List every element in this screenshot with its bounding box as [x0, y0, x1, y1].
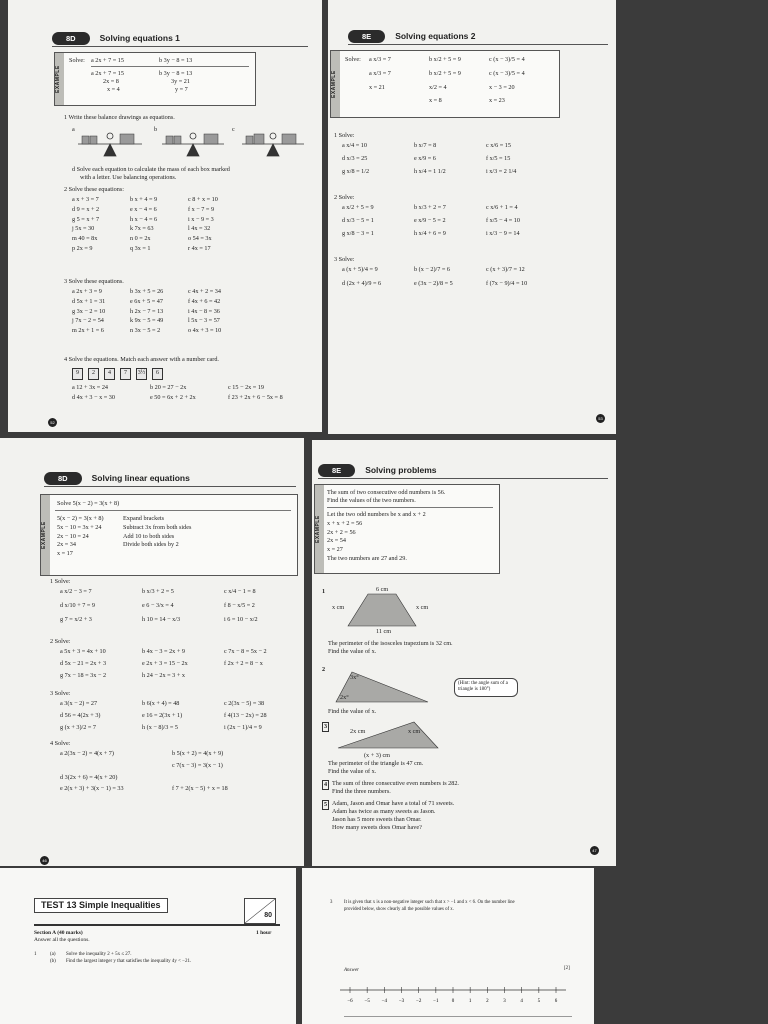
example-b-question: b 3y − 8 = 13 — [159, 57, 193, 64]
question-3-item: l 5x − 3 = 57 — [188, 317, 220, 325]
section-header — [348, 30, 475, 43]
section-title: Solving equations 1 — [99, 33, 180, 44]
example-a-step2: 2x = 8 — [103, 78, 119, 85]
number-card: 3½ — [136, 368, 147, 380]
question-2-item: e x − 4 = 6 — [130, 205, 157, 213]
score-box — [244, 898, 276, 924]
example-b-step2: 3y = 21 — [171, 78, 190, 85]
question-4-item: d 4x + 3 − x = 30 — [72, 393, 115, 401]
question-3-item: d (2x + 4)/9 = 6 — [342, 279, 382, 287]
question-1-item: a x/2 − 3 = 7 — [60, 588, 92, 595]
example-steps — [57, 515, 117, 558]
example-solve: Solve: — [345, 56, 361, 63]
example-box — [54, 52, 256, 106]
number-card: 9 — [72, 368, 83, 380]
page-8d-solving-equations-1 — [8, 0, 322, 432]
header-rule — [318, 478, 608, 479]
question-3-items — [342, 266, 558, 288]
question-2-item: p 2x = 9 — [72, 244, 93, 252]
question-3-item: g 3x − 2 = 10 — [72, 307, 106, 315]
header-rule — [44, 486, 296, 487]
question-2-item: h x/4 + 6 = 9 — [414, 229, 446, 237]
question-1-item: h 10 = 14 − x/3 — [142, 615, 181, 623]
question-2-item: b x + 4 = 9 — [130, 196, 158, 203]
question-2-item: a 5x + 3 = 4x + 10 — [60, 648, 106, 655]
question-3: 3 Solve: — [334, 256, 355, 263]
question-2-item: h x − 4 = 6 — [130, 215, 158, 223]
question-1-item: f 8 − x/5 = 2 — [224, 601, 255, 609]
question-2-item: r 4x = 17 — [188, 244, 211, 252]
question-3-item: g (x + 3)/2 = 7 — [60, 723, 97, 731]
example-question-line1: The sum of two consecutive odd numbers is 56. — [327, 489, 446, 496]
number-card: 7 — [120, 368, 131, 380]
instructions: Answer all the questions. — [34, 937, 90, 943]
question-2-item: a x/2 + 5 = 9 — [342, 204, 374, 211]
question-2-item: d 9 = x + 2 — [72, 205, 100, 213]
question-2-number: 2 — [322, 666, 326, 673]
example-b-step3: y = 7 — [175, 86, 188, 93]
section-header — [318, 464, 437, 477]
section-tag: 8D — [52, 32, 90, 45]
question-1-item: b x/3 + 2 = 5 — [142, 588, 174, 595]
question-1-item: e 6 − 3/x = 4 — [142, 601, 174, 609]
example-line-item: 2x = 54 — [327, 537, 346, 545]
question-1-number: 1 — [322, 588, 326, 595]
question-4-item — [172, 774, 292, 782]
balance-label-a: a — [72, 126, 75, 133]
marks: [2] — [564, 966, 570, 971]
example-line-item: 2x + 2 = 56 — [327, 528, 356, 536]
question-5-text2: Adam has twice as many sweets as Jason. — [332, 808, 436, 815]
example-step — [369, 97, 429, 105]
question-4-item: e 2(x + 3) + 3(x − 1) = 33 — [60, 785, 124, 793]
question-4: 4 Solve: — [50, 740, 71, 747]
page-number-line-question — [302, 868, 594, 1024]
question-2-items — [72, 196, 246, 253]
example-label: EXAMPLE — [331, 51, 340, 117]
question-3-item: j 7x − 2 = 54 — [72, 317, 104, 325]
question-2-item: h 24 − 2x = 3 + x — [142, 671, 185, 679]
question-1-item: i x/3 = 2 1/4 — [486, 167, 517, 175]
question-2-item: f 2x + 2 = 8 − x — [224, 659, 263, 667]
triangle2-left-label: 2x cm — [350, 728, 366, 735]
header-rule — [52, 46, 308, 47]
number-line-tick-label: 5 — [537, 999, 541, 1004]
question-3-item: d 5x + 1 = 31 — [72, 297, 106, 305]
question-2-item: e x/9 − 5 = 2 — [414, 216, 446, 224]
question-1-item: i 6 = 10 − x/2 — [224, 615, 258, 623]
number-card: 6 — [152, 368, 163, 380]
question-3-text1: The perimeter of the triangle is 47 cm. — [328, 760, 424, 767]
question-2-item: c 7x − 8 = 5x − 2 — [224, 648, 267, 655]
page-number: 52 — [48, 418, 57, 427]
balance-label-c: c — [232, 126, 235, 133]
question-2-item: e 2x + 3 = 15 − 2x — [142, 659, 188, 667]
question-3-item: h 2x − 7 = 13 — [130, 307, 164, 315]
question-2-item: f x/5 − 4 = 10 — [486, 216, 520, 224]
example-label: EXAMPLE — [315, 485, 324, 573]
question-3-item: c 2(3x − 5) = 38 — [224, 700, 265, 707]
question-3-items — [72, 288, 246, 335]
question-2-item: c 8 + x = 10 — [188, 196, 218, 203]
question-2-item: b 4x − 3 = 2x + 9 — [142, 648, 185, 655]
question-2-item — [224, 672, 304, 680]
time-allowed: 1 hour — [256, 930, 272, 936]
footer-rule — [344, 1016, 572, 1017]
question-3-item: e 6x + 5 = 47 — [130, 297, 163, 305]
question-3-text2: Find the value of x. — [328, 768, 377, 775]
trapezium-top-label: 6 cm — [376, 586, 389, 593]
question-4-item: e 50 = 6x + 2 + 2x — [150, 393, 196, 401]
example-line-item: The two numbers are 27 and 29. — [327, 554, 407, 562]
test-title: TEST 13 Simple Inequalities — [34, 898, 168, 913]
triangle-angle-left: 2x° — [340, 694, 349, 701]
page-8e-solving-equations-2 — [328, 0, 616, 434]
question-2-item: g x/8 − 3 = 1 — [342, 229, 374, 237]
number-card: 2 — [88, 368, 99, 380]
example-step: c (x − 3)/5 = 4 — [489, 56, 525, 63]
question-1a-label: (a) — [50, 952, 56, 957]
question-4-item: b 20 = 27 − 2x — [150, 384, 187, 391]
question-3-number: 3 — [324, 723, 328, 730]
section-tag: 8E — [318, 464, 355, 477]
example-question: Solve 5(x − 2) = 3(x + 8) — [57, 500, 120, 507]
question-3-item: m 2x + 1 = 6 — [72, 327, 104, 334]
example-step: c (x − 3)/5 = 4 — [489, 69, 525, 77]
page-number: 46 — [40, 856, 49, 865]
triangle2-right-label: x cm — [408, 728, 421, 735]
question-5-text3: Jason has 5 more sweets than Omar. — [332, 816, 422, 823]
example-step: b x/2 + 5 = 9 — [429, 56, 461, 63]
section-tag: 8D — [44, 472, 82, 485]
question-3-item: d 56 = 4(2x + 3) — [60, 711, 101, 719]
page-test-13 — [0, 868, 296, 1024]
example-box — [330, 50, 560, 118]
example-working — [327, 511, 487, 563]
example-question-line2: Find the values of the two numbers. — [327, 497, 416, 504]
number-line-tick-label: 1 — [468, 999, 472, 1004]
question-3-item: f 4(13 − 2x) = 28 — [224, 711, 267, 719]
question-2-item: l 4x = 32 — [188, 225, 211, 233]
example-note-item: Expand brackets — [123, 515, 165, 522]
question-3-item: f (7x − 9)/4 = 10 — [486, 279, 528, 287]
question-2-item: a x + 3 = 7 — [72, 196, 99, 203]
example-step: x/2 = 4 — [429, 83, 447, 91]
example-note-item: Subtract 3x from both sides — [123, 523, 192, 531]
question-1a: Solve the inequality 2 + 5x ≤ 27. — [66, 952, 132, 957]
question-3-item: e (3x − 2)/8 = 5 — [414, 279, 453, 287]
question-2: 2 Solve: — [50, 638, 71, 645]
question-1-item: c x/6 = 15 — [486, 142, 511, 149]
example-box — [314, 484, 500, 574]
question-4-item: c 7(x − 3) = 3(x − 1) — [172, 761, 223, 769]
example-rule — [327, 507, 493, 508]
example-step-item: 2x − 10 = 24 — [57, 532, 89, 540]
section-header — [52, 32, 180, 45]
question-3-item: n 3x − 5 = 2 — [130, 327, 161, 334]
question-4-items — [72, 384, 312, 402]
page-8d-solving-linear-equations — [0, 438, 304, 866]
balance-label-b: b — [154, 126, 158, 133]
question-3-item: e 16 = 2(3x + 1) — [142, 711, 183, 719]
number-line-tick-label: −6 — [347, 999, 353, 1004]
score-total: 80 — [264, 912, 272, 920]
question-1-item: d x/10 + 7 = 9 — [60, 601, 95, 609]
question-3-items — [60, 700, 304, 731]
question-2-item: o 54 = 3x — [188, 235, 212, 242]
question-1-item: f x/5 = 15 — [486, 154, 511, 162]
trapezium-left-label: x cm — [332, 604, 345, 611]
example-step: b x/2 + 5 = 9 — [429, 69, 461, 77]
header-rule — [348, 44, 608, 45]
number-line-tick-label: 0 — [451, 999, 455, 1004]
example-label: EXAMPLE — [41, 495, 50, 575]
page-number: 47 — [590, 846, 599, 855]
example-rule — [55, 510, 291, 511]
question-4-number: 4 — [324, 781, 328, 788]
example-box — [40, 494, 298, 576]
question-1-item: c x/4 − 1 = 8 — [224, 588, 256, 595]
number-line-tick-label: −3 — [398, 999, 405, 1004]
question-1-item: b x/7 = 8 — [414, 142, 437, 149]
question-3-item: b (x − 2)/7 = 6 — [414, 266, 451, 273]
triangle-diagram — [328, 668, 438, 708]
example-line-item: Let the two odd numbers be x and x + 2 — [327, 511, 426, 518]
section-header — [44, 472, 190, 485]
example-a-question: a 2x + 7 = 15 — [91, 57, 124, 64]
question-2-item: n 0 = 2x — [130, 235, 151, 242]
balance-drawings — [68, 128, 308, 168]
example-notes — [123, 515, 263, 549]
example-label: EXAMPLE — [55, 53, 64, 105]
question-4: 4 Solve the equations. Match each answer with a number card. — [64, 356, 219, 363]
section-title: Solving linear equations — [91, 473, 190, 484]
question-4-text2: Find the three numbers. — [332, 788, 391, 795]
page-number: 53 — [596, 414, 605, 423]
triangle-angle-top: 3x° — [350, 674, 359, 681]
question-5-text4: How many sweets does Omar have? — [332, 824, 422, 831]
section-title: Solving problems — [365, 465, 437, 476]
question-3: 3 Solve: — [50, 690, 71, 697]
question-2-item: i x/3 − 9 = 14 — [486, 229, 520, 237]
question-2-items — [342, 204, 558, 237]
question-4-item: b 5(x + 2) = 4(x + 9) — [172, 750, 224, 757]
question-4-item: d 3(2x + 6) = 4(x + 20) — [60, 773, 118, 781]
example-step: a x/3 = 7 — [369, 69, 391, 77]
question-2-item: f x − 7 = 9 — [188, 205, 215, 213]
number-line-tick-label: 2 — [486, 999, 489, 1004]
question-2-item: d x/3 − 5 = 1 — [342, 216, 374, 224]
example-step-item: 5x − 10 = 3x + 24 — [57, 523, 102, 531]
question-1-item: g 7 = x/2 + 3 — [60, 615, 92, 623]
number-line-tick-label: −2 — [416, 999, 422, 1004]
question-2-item: d 5x − 21 = 2x + 3 — [60, 659, 107, 667]
question-1-number: 1 — [34, 952, 37, 957]
question-4-item: a 2(3x − 2) = 4(x + 7) — [60, 750, 114, 757]
section-title: Solving equations 2 — [395, 31, 476, 42]
example-note-item: Divide both sides by 2 — [123, 541, 179, 549]
obtuse-triangle-diagram — [334, 718, 454, 754]
question-2-item: c x/6 + 1 = 4 — [486, 204, 518, 211]
number-line-tick-label: 6 — [554, 999, 558, 1004]
example-line-item: x = 27 — [327, 546, 343, 553]
question-5-text1: Adam, Jason and Omar have a total of 71 sweets. — [332, 800, 455, 807]
number-line-tick-label: 4 — [520, 999, 523, 1004]
question-2-text: Find the value of x. — [328, 708, 377, 715]
question-4-item: f 7 + 2(x − 5) + x = 18 — [172, 785, 228, 793]
example-solve: Solve: — [69, 57, 85, 64]
question-3-item: c 4x + 2 = 34 — [188, 288, 221, 295]
question-4-item: c 15 − 2x = 19 — [228, 384, 265, 391]
question-1: 1 Solve: — [50, 578, 71, 585]
hint-bubble: (Hint: the angle sum of a triangle is 180°) — [454, 678, 518, 697]
question-2-item: j 5x = 30 — [72, 225, 95, 233]
section-heading: Section A (40 marks) — [34, 930, 83, 936]
question-2-item: m 40 = 8x — [72, 235, 98, 242]
question-3-item: f 4x + 6 = 42 — [188, 297, 221, 305]
question-3-number: 3 — [330, 900, 333, 905]
question-1b: Find the largest integer y that satisfies the inequality 4y < −21. — [66, 959, 192, 964]
question-4-item: f 23 + 2x + 6 − 5x = 8 — [228, 393, 283, 401]
example-b-step1: b 3y − 8 = 13 — [159, 70, 193, 77]
question-2: 2 Solve: — [334, 194, 355, 201]
question-1-item: d x/3 = 25 — [342, 154, 368, 162]
question-3-item: i (2x − 1)/4 = 9 — [224, 723, 262, 731]
question-2-item: g 7x − 18 = 3x − 2 — [60, 671, 107, 679]
title-rule — [34, 924, 280, 926]
trapezium-bottom-label: 11 cm — [376, 628, 392, 635]
question-1: 1 Solve: — [334, 132, 355, 139]
section-tag: 8E — [348, 30, 385, 43]
question-5-number: 5 — [324, 801, 328, 808]
question-2: 2 Solve these equations: — [64, 186, 124, 193]
question-1-item: e x/9 = 6 — [414, 154, 436, 162]
question-1-item: a x/4 = 10 — [342, 142, 367, 149]
question-4-item: a 12 + 3x = 24 — [72, 384, 109, 391]
example-step: x − 3 = 20 — [489, 83, 515, 91]
question-2-item: i x − 9 = 3 — [188, 215, 214, 223]
question-1-text1: The perimeter of the isosceles trapezium is 32 cm. — [328, 640, 453, 647]
question-3-item: b 6(x + 4) = 48 — [142, 700, 180, 707]
question-3: 3 Solve these equations. — [64, 278, 124, 285]
question-1-items — [60, 588, 304, 623]
question-3-item: h (x − 8)/3 = 5 — [142, 723, 179, 731]
question-4-text1: The sum of three consecutive even numbers is 282. — [332, 780, 459, 787]
example-step: a x/3 = 7 — [369, 56, 391, 63]
example-step: x = 21 — [369, 83, 385, 91]
answer-label: Answer — [344, 968, 359, 973]
example-a-step1: a 2x + 7 = 15 — [91, 70, 124, 77]
question-2-item: q 3x = 1 — [130, 244, 151, 252]
example-a-step3: x = 4 — [107, 86, 120, 93]
number-line-tick-label: −5 — [364, 999, 370, 1004]
number-cards — [72, 368, 163, 380]
number-card: 4 — [104, 368, 115, 380]
trapezium-right-label: x cm — [416, 604, 429, 611]
example-line-item: x + x + 2 = 56 — [327, 519, 363, 527]
question-1-item: h x/4 = 1 1/2 — [414, 167, 446, 175]
question-1-text2: Find the value of x. — [328, 648, 377, 655]
triangle2-bottom-label: (x + 3) cm — [364, 752, 390, 759]
example-step: x = 8 — [429, 97, 442, 105]
example-step-item: x = 17 — [57, 550, 73, 557]
example-steps — [369, 56, 555, 105]
question-1-items — [342, 142, 558, 175]
question-3-item: k 9x − 5 = 49 — [130, 317, 164, 325]
question-3-text1: It is given that x is a non-negative integer such that x > −1 and x < 6. On the number line — [344, 900, 515, 905]
question-1-item: g x/8 = 1/2 — [342, 167, 370, 175]
question-3-item: o 4x + 3 = 10 — [188, 327, 222, 334]
example-step-item: 2x = 34 — [57, 541, 76, 549]
question-1d: d Solve each equation to calculate the mass of each box marked — [72, 166, 230, 173]
question-2-item: b x/3 + 2 = 7 — [414, 204, 446, 211]
number-line-tick-label: −1 — [433, 999, 439, 1004]
question-1d-line2: with a letter. Use balancing operations. — [80, 174, 177, 181]
question-4-items — [60, 750, 292, 797]
number-line-tick-label: 3 — [503, 999, 506, 1004]
example-note-item: Add 10 to both sides — [123, 532, 175, 540]
question-3-item: b 3x + 5 = 26 — [130, 288, 164, 295]
question-1: 1 Write these balance drawings as equations. — [64, 114, 175, 121]
question-1b-label: (b) — [50, 959, 56, 964]
question-3-item: i 4x − 8 = 36 — [188, 307, 220, 315]
question-3-item: c (x + 3)/7 = 12 — [486, 266, 525, 273]
question-3-text2: provided below, show clearly all the possible values of x. — [344, 907, 454, 912]
example-step-item: 5(x − 2) = 3(x + 8) — [57, 515, 104, 522]
question-2-items — [60, 648, 304, 679]
example-step: x = 23 — [489, 97, 505, 105]
number-line-tick-label: −4 — [381, 999, 387, 1004]
number-line — [338, 980, 568, 1010]
question-3-item: a 3(x − 2) = 27 — [60, 700, 98, 707]
question-2-item: g 5 = x + 7 — [72, 215, 100, 223]
question-3-item: a (x + 5)/4 = 9 — [342, 266, 378, 273]
example-rule — [91, 66, 249, 67]
question-2-item: k 7x = 63 — [130, 225, 154, 233]
question-4-item — [60, 762, 172, 770]
page-8e-solving-problems — [312, 440, 616, 866]
question-3-item: a 2x + 3 = 9 — [72, 288, 102, 295]
